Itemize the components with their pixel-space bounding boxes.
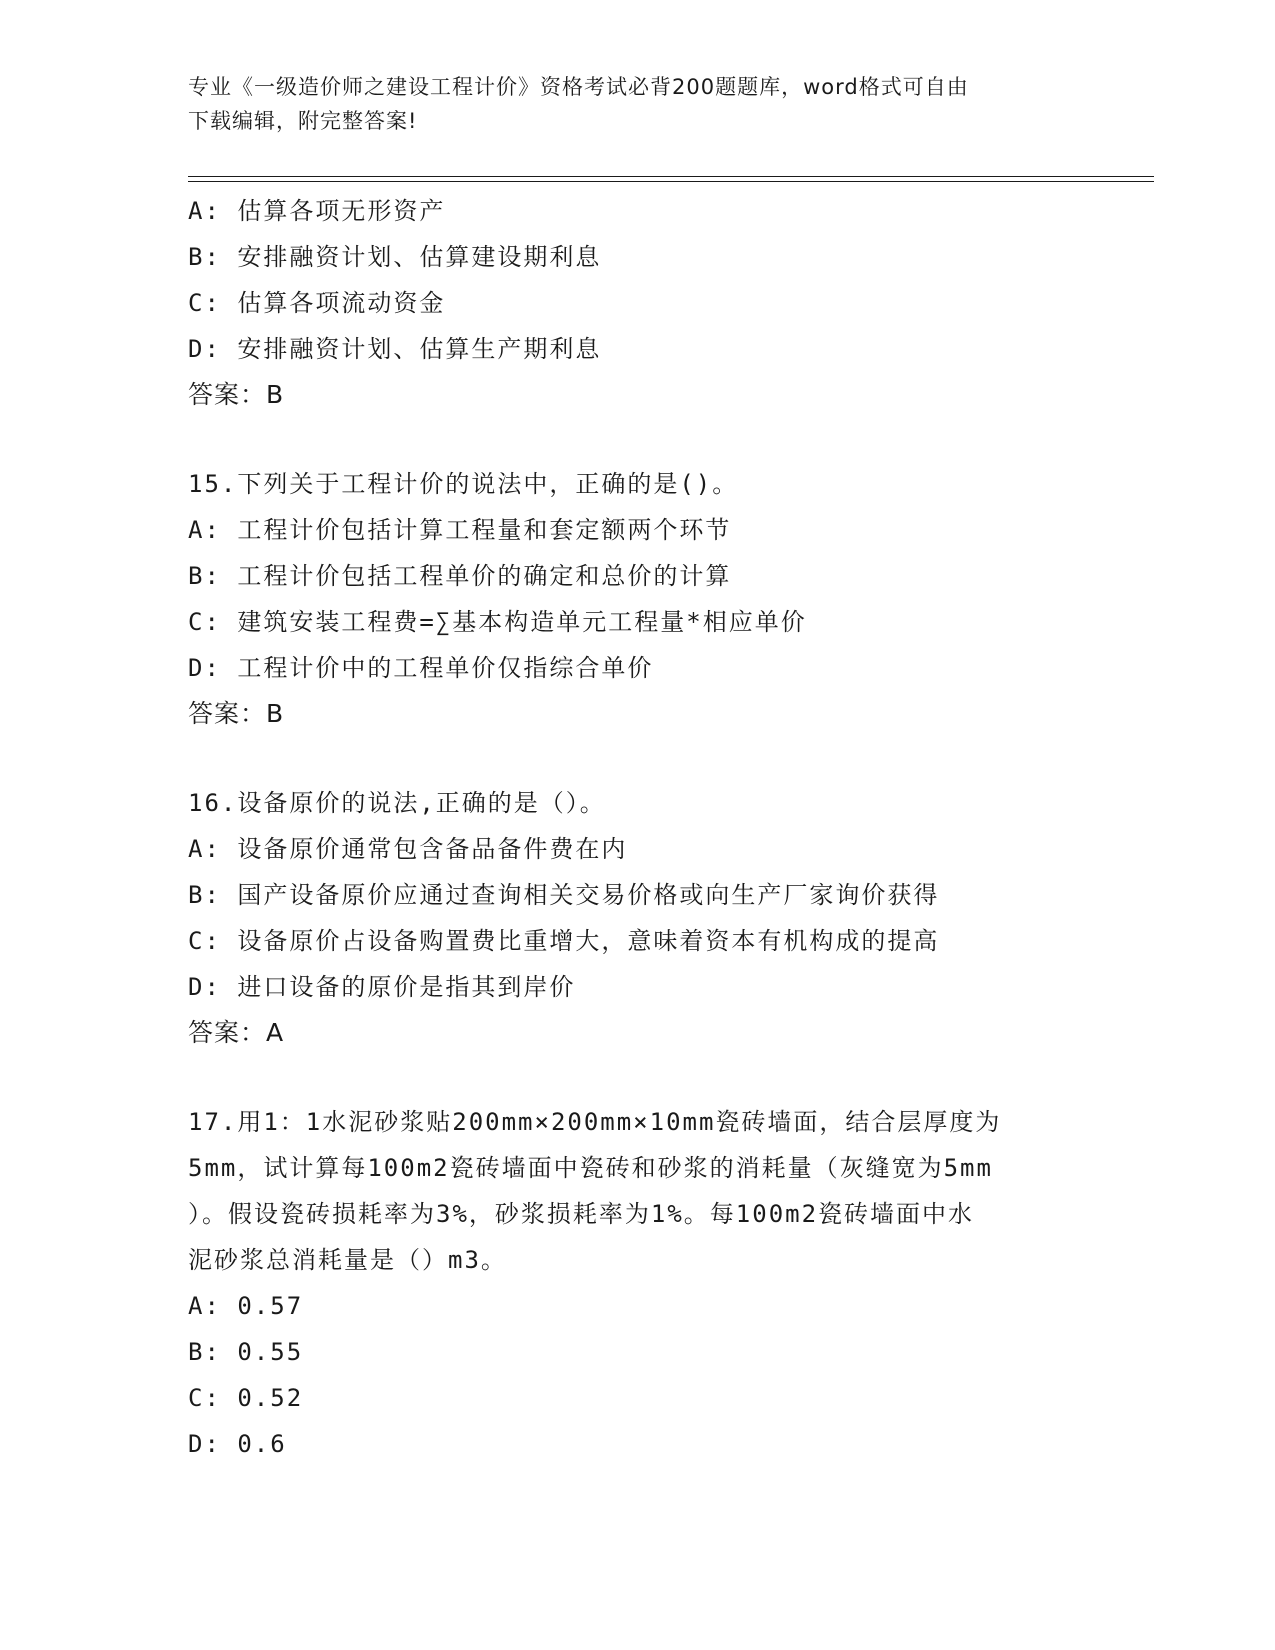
question-17-option-a: A: 0.57 <box>188 1292 304 1320</box>
question-content <box>188 188 1088 1467</box>
header-line-1: 专业《一级造价师之建设工程计价》资格考试必背200题题库，word格式可自由 <box>188 75 969 99</box>
question-15-answer: 答案：B <box>188 699 285 728</box>
question-15-block <box>188 461 1088 737</box>
question-17-stem-line-2: 5mm，试计算每100m2瓷砖墙面中瓷砖和砂浆的消耗量（灰缝宽为5mm <box>188 1154 993 1182</box>
question-15-stem: 15.下列关于工程计价的说法中，正确的是()。 <box>188 470 739 498</box>
question-14-option-a: A: 估算各项无形资产 <box>188 197 446 225</box>
question-15-option-c: C: 建筑安装工程费=∑基本构造单元工程量*相应单价 <box>188 608 807 636</box>
question-17-block <box>188 1099 1088 1467</box>
question-14-block <box>188 188 1088 418</box>
question-17-stem-line-3: ）。假设瓷砖损耗率为3%，砂浆损耗率为1%。每100m2瓷砖墙面中水 <box>188 1200 975 1228</box>
question-16-block <box>188 780 1088 1056</box>
question-16-option-b: B: 国产设备原价应通过查询相关交易价格或向生产厂家询价获得 <box>188 881 940 909</box>
question-16-option-d: D: 进口设备的原价是指其到岸价 <box>188 973 576 1001</box>
question-17-stem-line-4: 泥砂浆总消耗量是（）m3。 <box>188 1246 507 1274</box>
spacer <box>188 1056 1088 1099</box>
header-line-2: 下载编辑，附完整答案! <box>188 109 418 133</box>
question-14-option-c: C: 估算各项流动资金 <box>188 289 446 317</box>
question-16-option-c: C: 设备原价占设备购置费比重增大，意味着资本有机构成的提高 <box>188 927 940 955</box>
question-17-stem-line-1: 17.用1：1水泥砂浆贴200mm×200mm×10mm瓷砖墙面，结合层厚度为 <box>188 1108 1002 1136</box>
question-15-option-a: A: 工程计价包括计算工程量和套定额两个环节 <box>188 516 732 544</box>
question-17-option-b: B: 0.55 <box>188 1338 304 1366</box>
question-17-option-d: D: 0.6 <box>188 1430 287 1458</box>
question-16-stem: 16.设备原价的说法,正确的是（）。 <box>188 789 606 817</box>
header-divider-top <box>188 176 1154 177</box>
question-14-option-d: D: 安排融资计划、估算生产期利息 <box>188 335 602 363</box>
question-17-option-c: C: 0.52 <box>188 1384 304 1412</box>
spacer <box>188 737 1088 780</box>
question-16-answer: 答案：A <box>188 1018 285 1047</box>
question-14-answer: 答案：B <box>188 380 285 409</box>
question-16-option-a: A: 设备原价通常包含备品备件费在内 <box>188 835 628 863</box>
question-15-option-b: B: 工程计价包括工程单价的确定和总价的计算 <box>188 562 732 590</box>
question-14-option-b: B: 安排融资计划、估算建设期利息 <box>188 243 602 271</box>
spacer <box>188 418 1088 461</box>
document-header <box>188 70 1088 138</box>
question-15-option-d: D: 工程计价中的工程单价仅指综合单价 <box>188 654 654 682</box>
header-divider-bottom <box>188 181 1154 182</box>
